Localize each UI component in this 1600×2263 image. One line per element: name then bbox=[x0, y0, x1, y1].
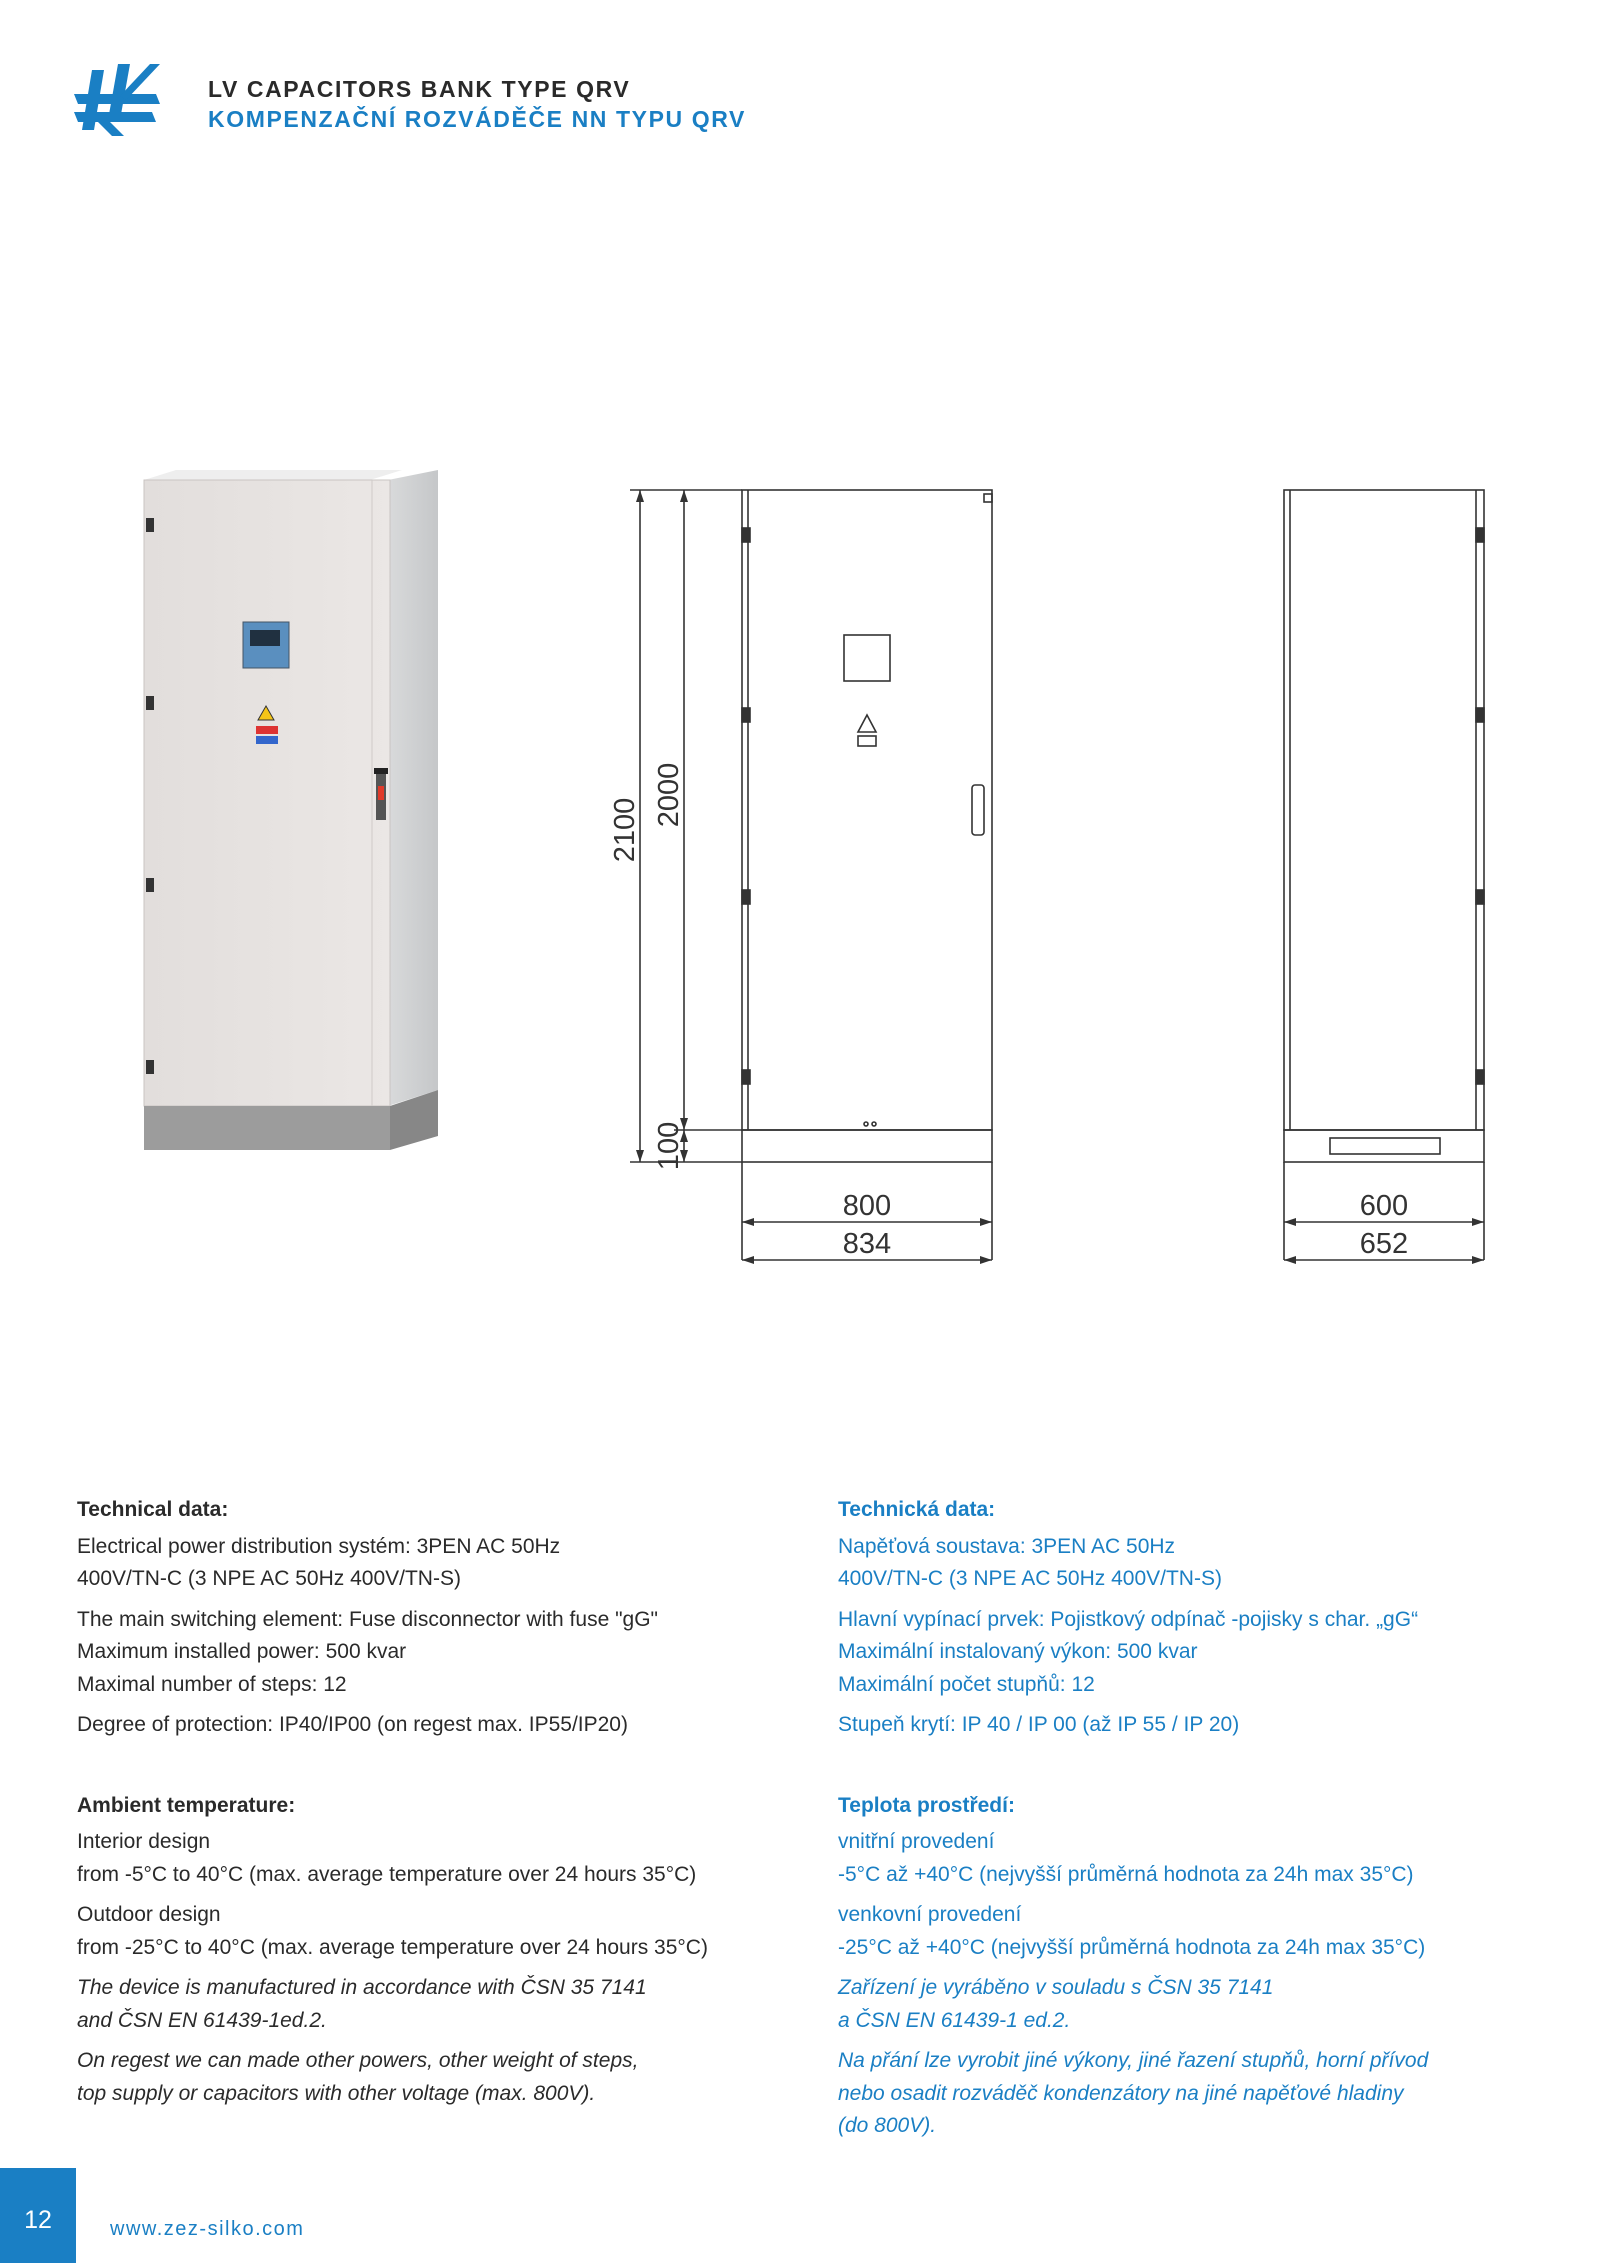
english-column bbox=[77, 1494, 777, 2110]
ambient-temperature-heading: Ambient temperature: bbox=[77, 1793, 296, 1817]
tech-line: Napěťová soustava: 3PEN AC 50Hz bbox=[838, 1534, 1176, 1558]
note-line: Zařízení je vyráběno v souladu s ČSN 35 7141 bbox=[838, 1976, 1274, 1999]
amb-line: venkovní provedení bbox=[838, 1903, 1022, 1926]
dim-side-depth-outer: 652 bbox=[1359, 1228, 1409, 1260]
tech-line: Hlavní vypínací prvek: Pojistkový odpínač -pojisky s char. „gG“ bbox=[838, 1607, 1419, 1631]
dim-body-height: 2000 bbox=[653, 762, 685, 828]
technicka-data-heading: Technická data: bbox=[838, 1498, 996, 1521]
dim-front-width: 800 bbox=[842, 1190, 892, 1222]
side-view-plinth bbox=[1284, 1130, 1484, 1162]
cabinet-photo bbox=[140, 470, 450, 1170]
dim-total-height: 2100 bbox=[609, 797, 641, 863]
dim-front-width-outer: 834 bbox=[842, 1228, 892, 1260]
note-line: On regest we can made other powers, other weight of steps, bbox=[77, 2049, 639, 2072]
teplota-heading: Teplota prostředí: bbox=[838, 1793, 1015, 1817]
tech-line: Maximum installed power: 500 kvar bbox=[77, 1640, 407, 1663]
company-logo-icon bbox=[64, 60, 164, 140]
page-header bbox=[208, 74, 746, 134]
tech-line: Maximální instalovaný výkon: 500 kvar bbox=[838, 1640, 1198, 1663]
dimension-drawing bbox=[590, 470, 1520, 1270]
amb-line: Interior design bbox=[77, 1830, 211, 1853]
tech-line: Maximal number of steps: 12 bbox=[77, 1672, 347, 1696]
amb-line: -5°C až +40°C (nejvyšší průměrná hodnota za 24h max 35°C) bbox=[838, 1862, 1414, 1886]
side-view-outline bbox=[1284, 490, 1484, 1130]
note-line: Na přání lze vyrobit jiné výkony, jiné řazení stupňů, horní přívod bbox=[838, 2049, 1429, 2072]
tech-line: Maximální počet stupňů: 12 bbox=[838, 1672, 1095, 1696]
amb-line: Outdoor design bbox=[77, 1903, 221, 1926]
page-number: 12 bbox=[24, 2206, 52, 2234]
technical-data-heading: Technical data: bbox=[77, 1498, 229, 1521]
note-line: and ČSN EN 61439-1ed.2. bbox=[77, 2008, 327, 2032]
tech-line: 400V/TN-C (3 NPE AC 50Hz 400V/TN-S) bbox=[838, 1567, 1222, 1590]
title-czech: KOMPENZAČNÍ ROZVÁDĚČE NN TYPU QRV bbox=[208, 106, 746, 132]
note-line: a ČSN EN 61439-1 ed.2. bbox=[838, 2008, 1071, 2032]
page-number-box bbox=[0, 2168, 76, 2263]
note-line: (do 800V). bbox=[838, 2114, 937, 2137]
dim-side-depth: 600 bbox=[1359, 1190, 1409, 1222]
note-line: The device is manufactured in accordance with ČSN 35 7141 bbox=[77, 1976, 647, 1999]
dim-plinth-height: 100 bbox=[653, 1121, 685, 1171]
front-view-plinth bbox=[742, 1130, 992, 1162]
czech-column bbox=[838, 1494, 1538, 2143]
title-english: LV CAPACITORS BANK TYPE QRV bbox=[208, 76, 631, 102]
tech-line: The main switching element: Fuse disconnector with fuse "gG" bbox=[77, 1607, 659, 1631]
amb-line: vnitřní provedení bbox=[838, 1830, 995, 1853]
front-view-outline bbox=[742, 490, 992, 1130]
tech-line: 400V/TN-C (3 NPE AC 50Hz 400V/TN-S) bbox=[77, 1567, 461, 1590]
tech-line: Degree of protection: IP40/IP00 (on regest max. IP55/IP20) bbox=[77, 1713, 628, 1736]
note-line: top supply or capacitors with other voltage (max. 800V). bbox=[77, 2081, 596, 2105]
amb-line: -25°C až +40°C (nejvyšší průměrná hodnota za 24h max 35°C) bbox=[838, 1935, 1426, 1959]
tech-line: Electrical power distribution systém: 3PEN AC 50Hz bbox=[77, 1534, 561, 1558]
footer-url: www.zez-silko.com bbox=[110, 2218, 305, 2240]
note-line: nebo osadit rozváděč kondenzátory na jiné napěťové hladiny bbox=[838, 2081, 1404, 2105]
tech-line: Stupeň krytí: IP 40 / IP 00 (až IP 55 / IP 20) bbox=[838, 1713, 1240, 1736]
amb-line: from -5°C to 40°C (max. average temperature over 24 hours 35°C) bbox=[77, 1862, 697, 1886]
amb-line: from -25°C to 40°C (max. average temperature over 24 hours 35°C) bbox=[77, 1935, 708, 1959]
